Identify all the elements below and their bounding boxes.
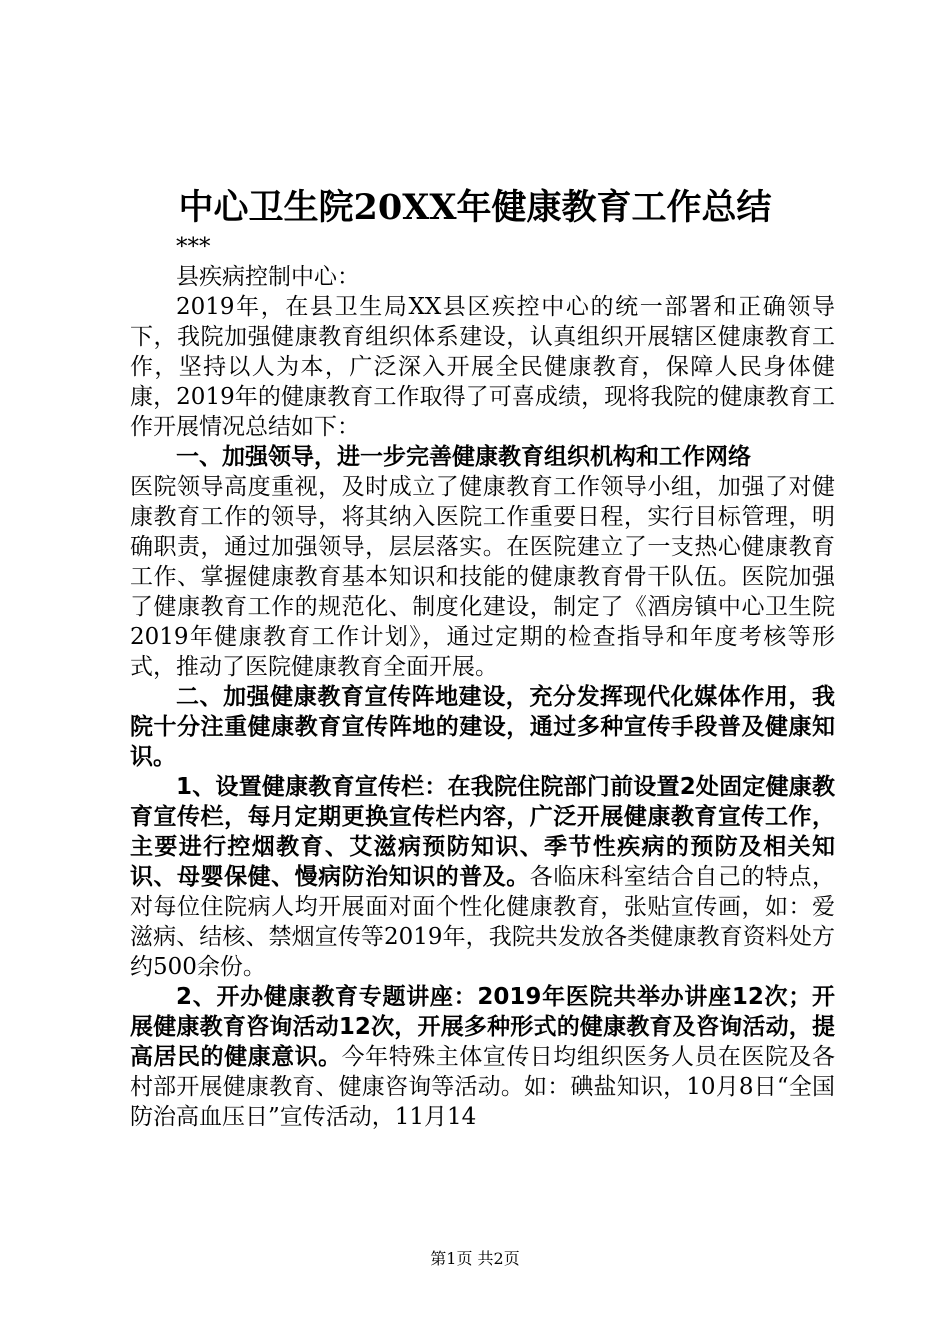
page-footer: 第1页 共2页: [430, 1249, 520, 1268]
item1-bold-text: 1、设置健康教育宣传栏：在我院住院部门前设置2处固定健康教育宣传栏，每月定期更换宣传栏内容，广泛开展健康教育宣传工作，主要进行控烟教育、艾滋病预防知识、季节性疾病的预防及相关知识、母婴保健、慢病防治知识的普及。: [130, 774, 835, 890]
item2-paragraph: [130, 982, 835, 1132]
document-body: [130, 232, 835, 1132]
section1-paragraph: 医院领导高度重视，及时成立了健康教育工作领导小组，加强了对健康教育工作的领导，将其纳入医院工作重要日程，实行目标管理，明确职责，通过加强领导，层层落实。在医院建立了一支热心健康教育工作、掌握健康教育基本知识和技能的健康教育骨干队伍。医院加强了健康教育工作的规范化、制度化建设，制定了《酒房镇中心卫生院2019年健康教育工作计划》，通过定期的检查指导和年度考核等形式，推动了医院健康教育全面开展。: [130, 474, 835, 680]
intro-paragraph: 2019年，在县卫生局XX县区疾控中心的统一部署和正确领导下，我院加强健康教育组织体系建设，认真组织开展辖区健康教育工作，坚持以人为本，广泛深入开展全民健康教育，保障人民身体健康，2019年的健康教育工作取得了可喜成绩，现将我院的健康教育工作开展情况总结如下：: [130, 294, 835, 440]
document-title: 中心卫生院20XX年健康教育工作总结: [178, 187, 772, 228]
item2-bold-text: 2、开办健康教育专题讲座：2019年医院共举办讲座12次；开展健康教育咨询活动12次，开展多种形式的健康教育及咨询活动，提高居民的健康意识。: [130, 984, 835, 1070]
item2-normal-text: 今年特殊主体宣传日均组织医务人员在医院及各村部开展健康教育、健康咨询等活动。如：碘盐知识，10月8日“全国防治高血压日”宣传活动，11月14: [130, 1044, 836, 1130]
author-line: ***: [176, 234, 211, 260]
item1-paragraph: [130, 772, 835, 982]
section2-heading: 二、加强健康教育宣传阵地建设，充分发挥现代化媒体作用，我院十分注重健康教育宣传阵地的建设，通过多种宣传手段普及健康知识。: [130, 684, 835, 770]
section1-heading: 一、加强领导，进一步完善健康教育组织机构和工作网络: [176, 444, 751, 470]
item1-normal-text: 各临床科室结合自己的特点，对每位住院病人均开展面对面个性化健康教育，张贴宣传画，如：爱滋病、结核、禁烟宣传等2019年，我院共发放各类健康教育资料处方约500余份。: [130, 864, 836, 980]
addressee-line: 县疾病控制中心：: [176, 264, 360, 290]
